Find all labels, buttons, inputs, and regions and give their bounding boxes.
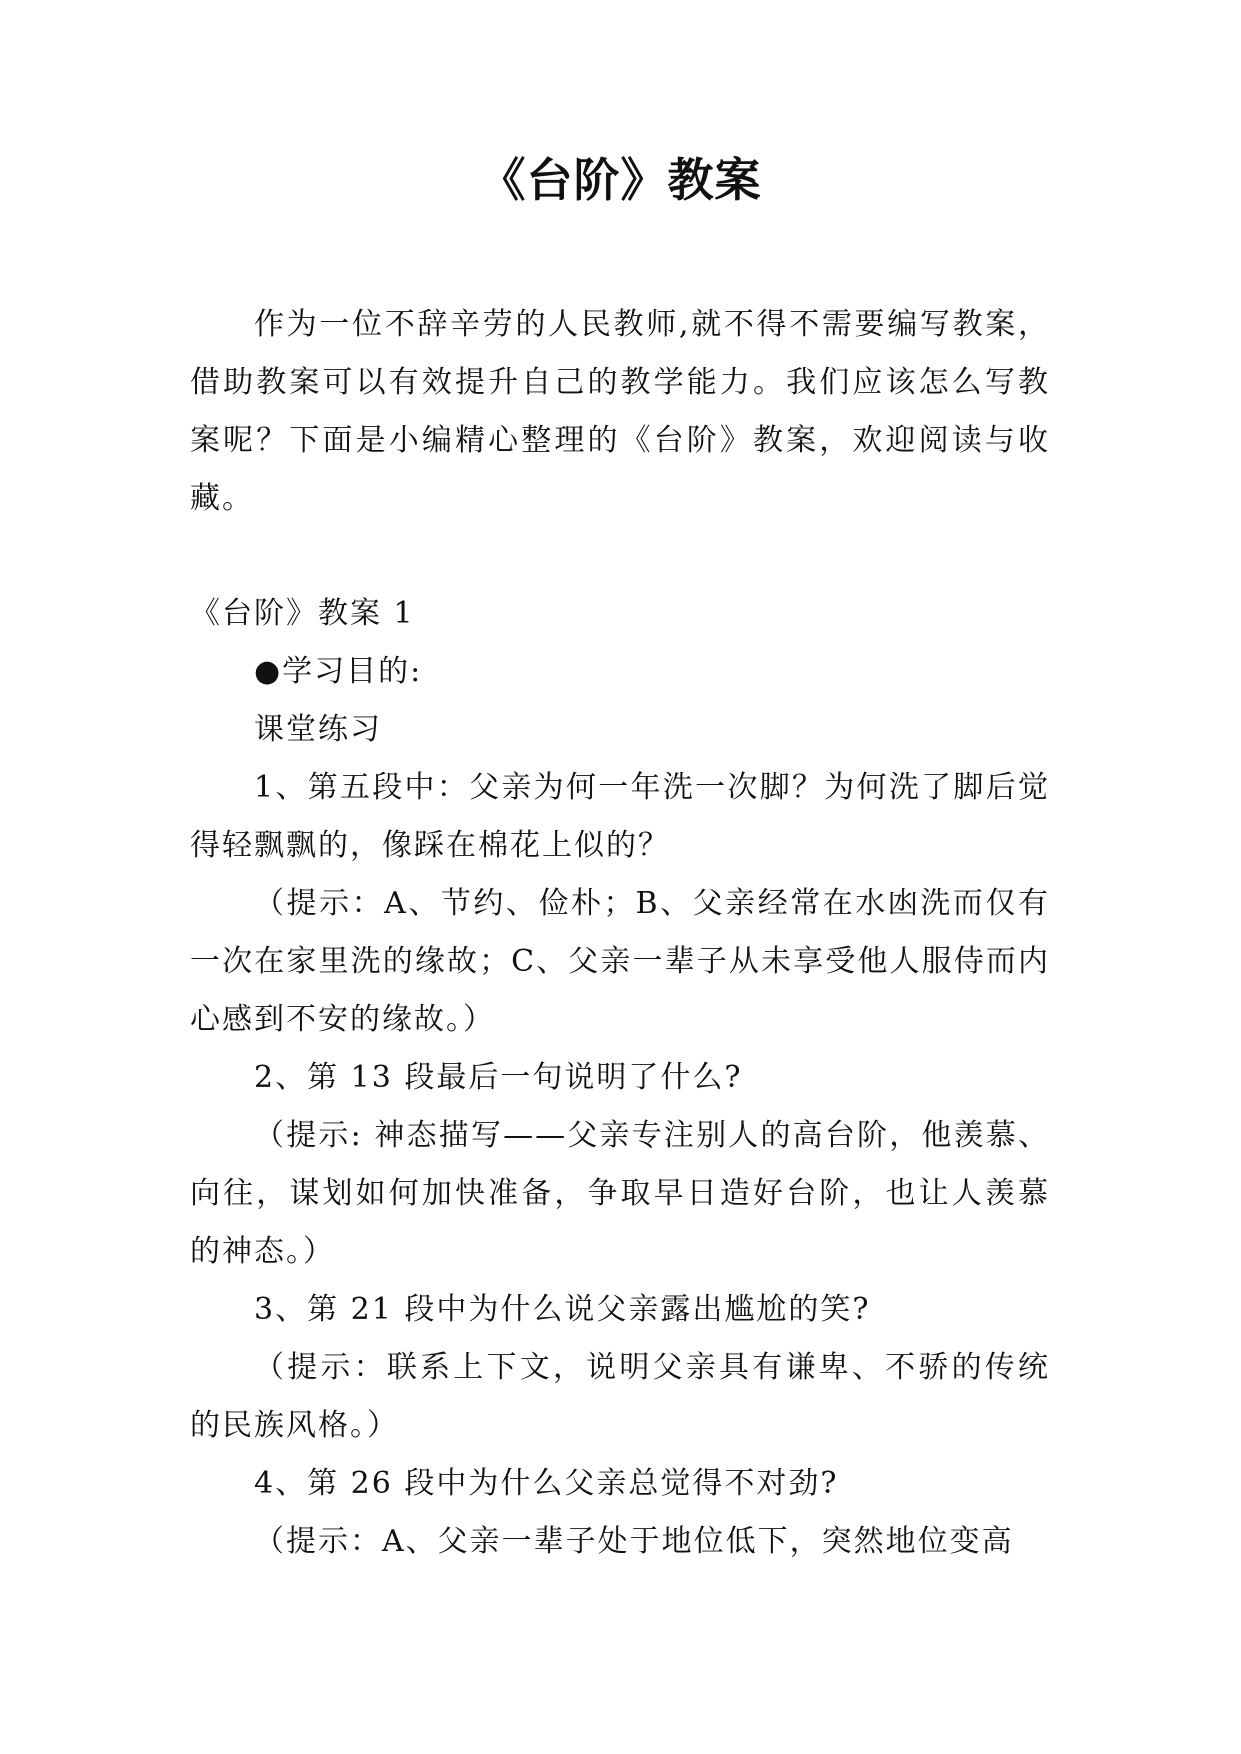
learning-goal-label: ●学习目的: (254, 654, 423, 689)
intro-paragraph: 作为一位不辞辛劳的人民教师,就不得不需要编写教案，借助教案可以有效提升自己的教学能力。我们应该怎么写教案呢？下面是小编精心整理的《台阶》教案，欢迎阅读与收藏。 (190, 307, 1050, 516)
question-1: 1、第五段中：父亲为何一年洗一次脚？为何洗了脚后觉得轻飘飘的，像踩在棉花上似的？ (190, 770, 1050, 863)
question-4: 4、第 26 段中为什么父亲总觉得不对劲? (254, 1466, 839, 1501)
practice-label: 课堂练习 (254, 712, 382, 747)
section-heading: 《台阶》教案 1 (190, 596, 415, 631)
page-title: 《台阶》教案 (479, 153, 762, 207)
hint-2: （提示: 神态描写——父亲专注别人的高台阶，他羡慕、向往，谋划如何加快准备，争取早日造好台阶，也让人羡慕的神态。） (190, 1118, 1050, 1269)
question-3: 3、第 21 段中为什么说父亲露出尴尬的笑? (254, 1292, 871, 1327)
hint-3: （提示：联系上下文，说明父亲具有谦卑、不骄的传统的民族风格。） (190, 1350, 1050, 1443)
hint-1: （提示：A、节约、俭朴；B、父亲经常在水凼洗而仅有一次在家里洗的缘故；C、父亲一辈子从未享受他人服侍而内心感到不安的缘故。） (190, 886, 1050, 1037)
intro-block (190, 296, 1050, 528)
question-2: 2、第 13 段最后一句说明了什么? (254, 1060, 743, 1095)
lesson-content (190, 585, 1050, 1571)
hint-4: （提示：A、父亲一辈子处于地位低下，突然地位变高 (254, 1524, 1014, 1559)
